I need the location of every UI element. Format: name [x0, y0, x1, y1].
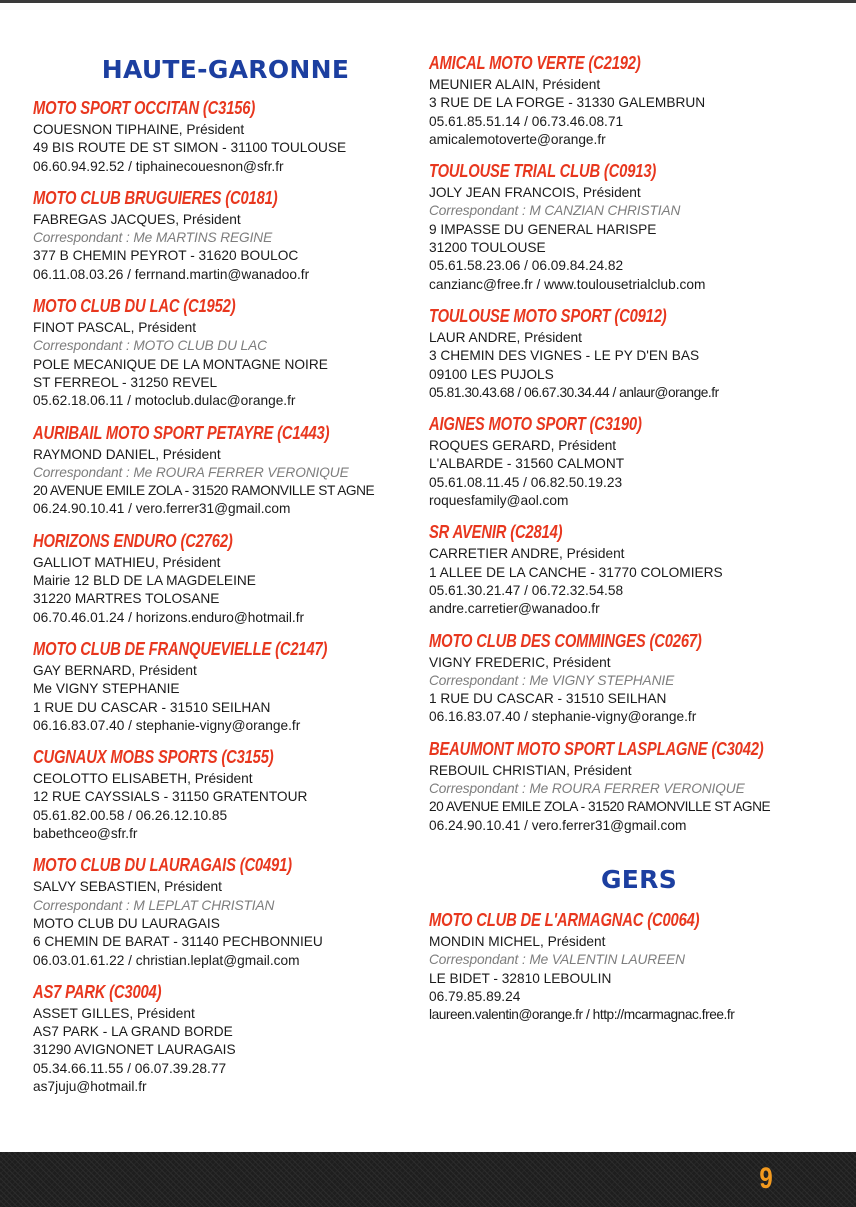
club-name: MOTO CLUB DU LAC (C1952)	[33, 296, 236, 317]
club-info-line: as7juju@hotmail.fr	[33, 1078, 147, 1094]
club-correspondant: Correspondant : MOTO CLUB DU LAC	[33, 338, 267, 354]
club-info-line: 6 CHEMIN DE BARAT - 31140 PECHBONNIEU	[33, 934, 323, 950]
club-info-line: 06.60.94.92.52 / tiphainecouesnon@sfr.fr	[33, 158, 284, 174]
club-name: MOTO CLUB BRUGUIERES (C0181)	[33, 187, 278, 208]
club-info-line: roquesfamily@aol.com	[429, 493, 569, 509]
club-list-gers	[429, 909, 849, 1024]
club-info-line: 1 RUE DU CASCAR - 31510 SEILHAN	[33, 699, 271, 715]
club-list-haute-garonne-continued	[429, 52, 849, 835]
top-rule	[0, 0, 856, 3]
club-entry	[33, 981, 418, 1096]
club-info-line: MONDIN MICHEL, Président	[429, 933, 606, 949]
club-entry	[33, 746, 418, 843]
club-info-line: 20 AVENUE EMILE ZOLA - 31520 RAMONVILLE ST AGNE	[429, 799, 771, 815]
club-entry	[429, 160, 849, 294]
club-info-line: 1 ALLEE DE LA CANCHE - 31770 COLOMIERS	[429, 564, 723, 580]
club-info-line: VIGNY FREDERIC, Président	[429, 654, 611, 670]
club-name: AIGNES MOTO SPORT (C3190)	[429, 414, 642, 435]
club-info-line: ROQUES GERARD, Président	[429, 438, 617, 454]
club-name: AS7 PARK (C3004)	[33, 981, 162, 1002]
club-info-line: 05.61.58.23.06 / 06.09.84.24.82	[429, 258, 624, 274]
club-name: MOTO CLUB DU LAURAGAIS (C0491)	[33, 855, 292, 876]
club-entry	[33, 97, 418, 176]
club-name: TOULOUSE MOTO SPORT (C0912)	[429, 305, 667, 326]
club-info-line: 06.16.83.07.40 / stephanie-vigny@orange.fr	[429, 709, 697, 725]
club-name: CUGNAUX MOBS SPORTS (C3155)	[33, 747, 274, 768]
club-info-line: SALVY SEBASTIEN, Président	[33, 879, 222, 895]
club-entry	[429, 738, 849, 835]
club-list-haute-garonne	[33, 97, 418, 1096]
club-info-line: 05.81.30.43.68 / 06.67.30.34.44 / anlaur@orange.fr	[429, 384, 719, 400]
club-info-line: 06.03.01.61.22 / christian.leplat@gmail.com	[33, 952, 300, 968]
club-info-line: andre.carretier@wanadoo.fr	[429, 601, 600, 617]
club-info-line: 49 BIS ROUTE DE ST SIMON - 31100 TOULOUSE	[33, 140, 347, 156]
club-name: MOTO CLUB DES COMMINGES (C0267)	[429, 630, 702, 651]
club-info-line: Me VIGNY STEPHANIE	[33, 681, 180, 697]
club-info-line: AS7 PARK - LA GRAND BORDE	[33, 1024, 233, 1040]
club-correspondant: Correspondant : Me ROURA FERRER VERONIQUE	[33, 464, 349, 480]
club-info-line: 06.24.90.10.41 / vero.ferrer31@gmail.com	[429, 817, 687, 833]
club-correspondant: Correspondant : M LEPLAT CHRISTIAN	[33, 897, 275, 913]
club-info-line: 06.70.46.01.24 / horizons.enduro@hotmail.fr	[33, 609, 305, 625]
club-info-line: L'ALBARDE - 31560 CALMONT	[429, 456, 625, 472]
club-info-line: 9 IMPASSE DU GENERAL HARISPE	[429, 221, 657, 237]
region-heading-gers: GERS	[600, 864, 678, 894]
left-column	[33, 52, 418, 1107]
club-name: MOTO CLUB DE L'ARMAGNAC (C0064)	[429, 909, 700, 930]
club-info-line: 05.62.18.06.11 / motoclub.dulac@orange.fr	[33, 393, 296, 409]
club-name: AURIBAIL MOTO SPORT PETAYRE (C1443)	[33, 422, 330, 443]
club-info-line: babethceo@sfr.fr	[33, 826, 138, 842]
club-info-line: POLE MECANIQUE DE LA MONTAGNE NOIRE	[33, 356, 328, 372]
right-column	[429, 52, 849, 1035]
club-info-line: 06.79.85.89.24	[429, 988, 521, 1004]
club-correspondant: Correspondant : Me ROURA FERRER VERONIQUE	[429, 781, 745, 797]
club-entry	[33, 854, 418, 969]
club-correspondant: Correspondant : Me MARTINS REGINE	[33, 230, 273, 246]
club-info-line: 06.11.08.03.26 / ferrnand.martin@wanadoo.fr	[33, 266, 310, 282]
club-info-line: MOTO CLUB DU LAURAGAIS	[33, 915, 220, 931]
club-entry	[429, 52, 849, 149]
club-info-line: ST FERREOL - 31250 REVEL	[33, 374, 218, 390]
club-correspondant: Correspondant : M CANZIAN CHRISTIAN	[429, 203, 681, 219]
region-heading-haute-garonne: HAUTE-GARONNE	[101, 55, 350, 84]
club-entry	[429, 630, 849, 727]
club-info-line: canzianc@free.fr / www.toulousetrialclub.com	[429, 276, 706, 292]
club-info-line: 377 B CHEMIN PEYROT - 31620 BOULOC	[33, 248, 299, 264]
club-info-line: 05.61.85.51.14 / 06.73.46.08.71	[429, 113, 624, 129]
club-correspondant: Correspondant : Me VALENTIN LAUREEN	[429, 952, 685, 968]
club-entry	[33, 638, 418, 735]
club-info-line: FABREGAS JACQUES, Président	[33, 211, 241, 227]
club-name: SR AVENIR (C2814)	[429, 522, 563, 543]
club-entry	[33, 295, 418, 410]
club-info-line: CARRETIER ANDRE, Président	[429, 546, 625, 562]
club-info-line: 3 CHEMIN DES VIGNES - LE PY D'EN BAS	[429, 348, 700, 364]
club-name: MOTO CLUB DE FRANQUEVIELLE (C2147)	[33, 638, 328, 659]
club-info-line: 1 RUE DU CASCAR - 31510 SEILHAN	[429, 691, 667, 707]
club-info-line: 05.34.66.11.55 / 06.07.39.28.77	[33, 1060, 227, 1076]
club-info-line: MEUNIER ALAIN, Président	[429, 77, 601, 92]
club-info-line: REBOUIL CHRISTIAN, Président	[429, 762, 632, 778]
club-name: AMICAL MOTO VERTE (C2192)	[429, 53, 641, 73]
club-entry	[429, 413, 849, 510]
club-info-line: ASSET GILLES, Président	[33, 1005, 195, 1021]
club-info-line: 06.24.90.10.41 / vero.ferrer31@gmail.com	[33, 501, 291, 517]
club-info-line: 12 RUE CAYSSIALS - 31150 GRATENTOUR	[33, 789, 308, 805]
club-info-line: CEOLOTTO ELISABETH, Président	[33, 771, 253, 787]
club-info-line: 31290 AVIGNONET LAURAGAIS	[33, 1042, 236, 1058]
club-name: HORIZONS ENDURO (C2762)	[33, 530, 233, 551]
club-info-line: 06.16.83.07.40 / stephanie-vigny@orange.fr	[33, 717, 301, 733]
club-entry	[33, 187, 418, 284]
club-name: BEAUMONT MOTO SPORT LASPLAGNE (C3042)	[429, 738, 764, 759]
club-name: TOULOUSE TRIAL CLUB (C0913)	[429, 161, 657, 182]
club-info-line: GALLIOT MATHIEU, Président	[33, 554, 221, 570]
club-entry	[429, 521, 849, 618]
club-info-line: amicalemotoverte@orange.fr	[429, 131, 606, 147]
club-info-line: laureen.valentin@orange.fr / http://mcarmagnac.free.fr	[429, 1007, 735, 1023]
club-info-line: 09100 LES PUJOLS	[429, 366, 554, 382]
club-name: MOTO SPORT OCCITAN (C3156)	[33, 98, 256, 118]
page-number: 9	[759, 1162, 773, 1195]
club-info-line: FINOT PASCAL, Président	[33, 320, 197, 336]
club-info-line: 31200 TOULOUSE	[429, 240, 546, 256]
club-info-line: 20 AVENUE EMILE ZOLA - 31520 RAMONVILLE ST AGNE	[33, 483, 375, 499]
club-info-line: 31220 MARTRES TOLOSANE	[33, 591, 220, 607]
club-info-line: 3 RUE DE LA FORGE - 31330 GALEMBRUN	[429, 95, 706, 111]
club-info-line: Mairie 12 BLD DE LA MAGDELEINE	[33, 573, 256, 589]
club-info-line: 05.61.82.00.58 / 06.26.12.10.85	[33, 807, 228, 823]
club-info-line: RAYMOND DANIEL, Président	[33, 446, 221, 462]
club-info-line: GAY BERNARD, Président	[33, 662, 197, 678]
club-info-line: COUESNON TIPHAINE, Président	[33, 122, 245, 137]
club-info-line: LE BIDET - 32810 LEBOULIN	[429, 970, 612, 986]
footer-band	[0, 1152, 856, 1207]
club-info-line: 05.61.08.11.45 / 06.82.50.19.23	[429, 474, 623, 490]
club-info-line: JOLY JEAN FRANCOIS, Président	[429, 185, 641, 201]
club-entry	[429, 305, 849, 402]
club-info-line: 05.61.30.21.47 / 06.72.32.54.58	[429, 582, 624, 598]
club-info-line: LAUR ANDRE, Président	[429, 329, 582, 345]
club-entry	[33, 530, 418, 627]
club-entry	[33, 422, 418, 519]
club-entry	[429, 909, 849, 1024]
club-correspondant: Correspondant : Me VIGNY STEPHANIE	[429, 672, 675, 688]
